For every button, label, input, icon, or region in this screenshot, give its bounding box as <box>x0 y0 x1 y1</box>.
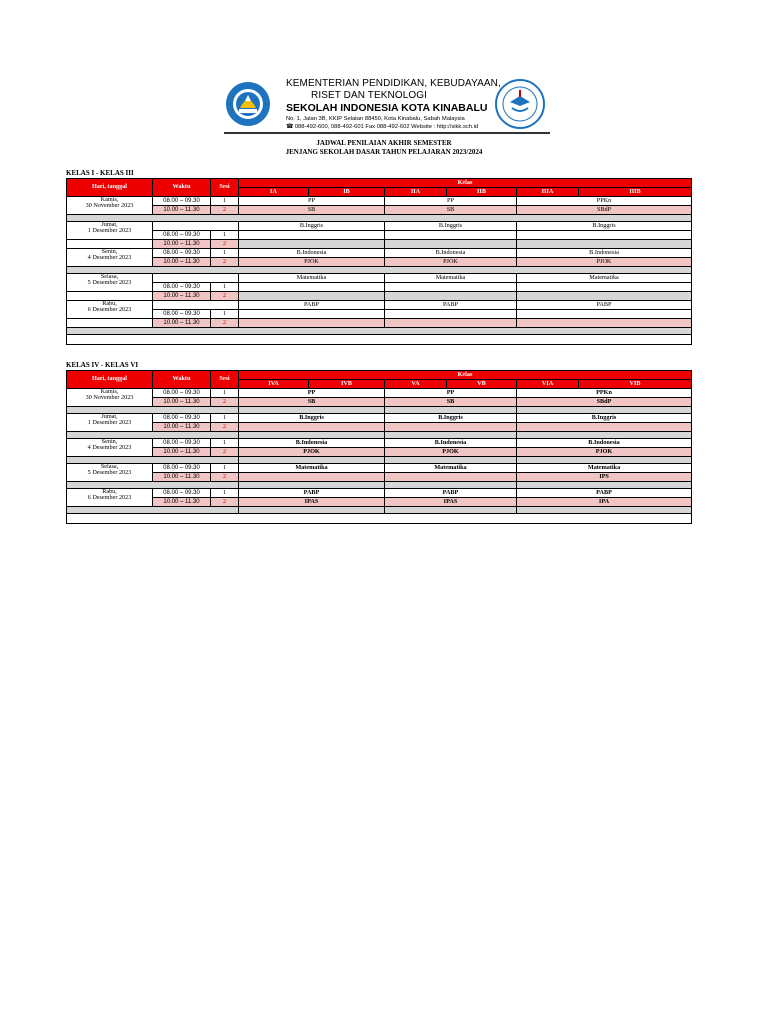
subject-cell: Matematika <box>517 464 692 473</box>
session-cell: 2 <box>211 473 239 482</box>
subject-cell <box>239 310 385 319</box>
subject-cell: Matematika <box>385 274 517 283</box>
class-header: VIB <box>579 380 692 389</box>
session-cell: 2 <box>211 448 239 457</box>
table-row <box>67 473 692 482</box>
class-header: IB <box>309 188 385 197</box>
time-cell: 10.00 – 11.30 <box>153 240 211 249</box>
header-session: Sesi <box>211 371 239 389</box>
subject-cell <box>239 283 385 292</box>
time-cell: 08.00 – 09.30 <box>153 414 211 423</box>
subject-cell: B.Indonesia <box>385 249 517 258</box>
date-cell <box>67 389 153 407</box>
session-cell: 1 <box>211 439 239 448</box>
table-row <box>67 389 692 398</box>
subject-cell: PJOK <box>239 258 385 267</box>
time-cell: 08.00 – 09.30 <box>153 249 211 258</box>
header-time: Waktu <box>153 179 211 197</box>
subject-cell: B.Inggris <box>517 414 692 423</box>
session-cell: 2 <box>211 319 239 328</box>
class-header: IIA <box>385 188 447 197</box>
spacer-cell <box>67 507 239 514</box>
day-name: Selasa, <box>100 273 119 280</box>
time-cell: 10.00 – 11.30 <box>153 319 211 328</box>
subject-cell: PABP <box>517 301 692 310</box>
subject-cell: Matematika <box>239 464 385 473</box>
subject-cell <box>385 292 517 301</box>
subject-cell <box>385 319 517 328</box>
subject-cell <box>517 310 692 319</box>
letterhead-divider <box>224 132 550 134</box>
spacer-row <box>67 507 692 514</box>
end-row <box>67 514 692 524</box>
subject-cell <box>239 319 385 328</box>
header-session: Sesi <box>211 179 239 197</box>
subject-cell: B.Indonesia <box>517 439 692 448</box>
subject-cell: PJOK <box>517 258 692 267</box>
spacer-cell <box>67 267 692 274</box>
table-row <box>67 258 692 267</box>
table-row <box>67 398 692 407</box>
subject-cell <box>385 231 517 240</box>
class-header: VIA <box>517 380 579 389</box>
spacer-row <box>67 328 692 335</box>
session-cell: 1 <box>211 283 239 292</box>
schedule-table-1 <box>66 178 692 345</box>
table1-header-row1 <box>67 179 692 188</box>
subject-cell: PABP <box>385 489 517 498</box>
table-row <box>67 249 692 258</box>
letterhead-text <box>286 78 501 131</box>
session-cell: 1 <box>211 310 239 319</box>
time-cell: 08.00 – 09.30 <box>153 310 211 319</box>
time-cell: 08.00 – 09.30 <box>153 231 211 240</box>
session-cell: 1 <box>211 489 239 498</box>
subject-cell <box>517 283 692 292</box>
spacer-cell <box>67 432 239 439</box>
subject-cell <box>385 310 517 319</box>
subject-cell: PABP <box>385 301 517 310</box>
header-time: Waktu <box>153 371 211 389</box>
time-cell: 10.00 – 11.30 <box>153 423 211 432</box>
subject-cell: IPAS <box>385 498 517 507</box>
tut-wuri-handayani-logo-icon <box>224 80 272 128</box>
subject-cell: PABP <box>239 489 385 498</box>
subject-cell: PJOK <box>385 258 517 267</box>
subject-cell: IPA <box>517 498 692 507</box>
empty-cell <box>153 301 239 310</box>
table-row <box>67 301 692 310</box>
ministry-name-line2: RISET DAN TEKNOLOGI <box>311 90 428 101</box>
date-cell <box>67 249 153 267</box>
subject-cell: B.Inggris <box>517 222 692 231</box>
spacer-cell <box>385 482 517 489</box>
subject-cell <box>517 292 692 301</box>
table-row <box>67 240 692 249</box>
date-value: 6 Desember 2023 <box>87 494 132 502</box>
spacer-cell <box>239 457 385 464</box>
time-cell: 08.00 – 09.30 <box>153 464 211 473</box>
day-name: Kamis, <box>100 196 119 203</box>
subject-cell: PJOK <box>517 448 692 457</box>
spacer-cell <box>517 507 692 514</box>
spacer-cell <box>67 407 239 414</box>
subject-cell: B.Indonesia <box>517 249 692 258</box>
subject-cell: SBdP <box>517 398 692 407</box>
subject-cell: PP <box>239 389 385 398</box>
date-value: 4 Desember 2023 <box>87 444 132 452</box>
session-cell: 2 <box>211 398 239 407</box>
date-cell <box>67 222 153 240</box>
day-name: Senin, <box>101 248 118 255</box>
subject-cell: PABP <box>517 489 692 498</box>
date-cell <box>67 301 153 319</box>
time-cell: 08.00 – 09.30 <box>153 439 211 448</box>
class-header: IVB <box>309 380 385 389</box>
spacer-cell <box>385 407 517 414</box>
day-name: Rabu, <box>102 488 117 495</box>
table2-label: KELAS IV - KELAS VI <box>66 361 139 369</box>
class-header: VA <box>385 380 447 389</box>
header-kelas: Kelas <box>239 371 692 380</box>
empty-cell <box>153 222 239 231</box>
session-cell: 1 <box>211 389 239 398</box>
session-cell: 2 <box>211 423 239 432</box>
date-cell <box>67 489 153 507</box>
table-row <box>67 464 692 473</box>
time-cell: 08.00 – 09.30 <box>153 389 211 398</box>
table-row <box>67 283 692 292</box>
subject-cell: SB <box>239 398 385 407</box>
time-cell: 10.00 – 11.30 <box>153 206 211 215</box>
subject-cell <box>239 292 385 301</box>
session-cell: 1 <box>211 464 239 473</box>
spacer-cell <box>239 482 385 489</box>
day-name: Rabu, <box>102 300 117 307</box>
spacer-cell <box>239 407 385 414</box>
spacer-row <box>67 267 692 274</box>
date-value: 30 November 2023 <box>85 202 134 210</box>
table-row <box>67 222 692 231</box>
spacer-row <box>67 215 692 222</box>
date-cell <box>67 464 153 482</box>
table-row <box>67 498 692 507</box>
spacer-cell <box>67 215 692 222</box>
time-cell: 10.00 – 11.30 <box>153 258 211 267</box>
subject-cell: IPS <box>517 473 692 482</box>
empty-cell <box>67 319 153 328</box>
time-cell: 08.00 – 09.30 <box>153 489 211 498</box>
spacer-row <box>67 407 692 414</box>
date-value: 1 Desember 2023 <box>87 419 132 427</box>
date-value: 6 Desember 2023 <box>87 306 132 314</box>
time-cell: 10.00 – 11.30 <box>153 473 211 482</box>
subject-cell <box>517 319 692 328</box>
spacer-cell <box>67 482 239 489</box>
end-cell <box>67 335 692 345</box>
subject-cell: B.Inggris <box>239 414 385 423</box>
subject-cell: PP <box>239 197 385 206</box>
spacer-cell <box>385 432 517 439</box>
session-cell: 1 <box>211 197 239 206</box>
spacer-cell <box>239 507 385 514</box>
header-kelas: Kelas <box>239 179 692 188</box>
table-row <box>67 423 692 432</box>
subject-cell <box>385 473 517 482</box>
subject-cell: PP <box>385 389 517 398</box>
header-date: Hari, tanggal <box>67 371 153 389</box>
table-row <box>67 489 692 498</box>
day-name: Senin, <box>101 438 118 445</box>
subject-cell <box>385 240 517 249</box>
date-cell <box>67 274 153 292</box>
date-cell <box>67 439 153 457</box>
school-address: No. 1, Jalan 3B, KKIP Selatan 88450, Kota Kinabalu, Sabah Malaysia <box>286 116 465 122</box>
spacer-row <box>67 457 692 464</box>
time-cell: 10.00 – 11.30 <box>153 448 211 457</box>
spacer-cell <box>67 457 239 464</box>
class-header: IIIA <box>517 188 579 197</box>
date-value: 30 November 2023 <box>85 394 134 402</box>
subject-cell: B.Inggris <box>239 222 385 231</box>
ministry-name-line1: KEMENTERIAN PENDIDIKAN, KEBUDAYAAN, <box>286 78 501 89</box>
session-cell: 2 <box>211 258 239 267</box>
session-cell: 1 <box>211 231 239 240</box>
subject-cell <box>239 423 385 432</box>
subject-cell: SB <box>239 206 385 215</box>
doc-title-line1: JADWAL PENILAIAN AKHIR SEMESTER <box>316 139 452 147</box>
subject-cell: PJOK <box>239 448 385 457</box>
session-cell: 1 <box>211 414 239 423</box>
date-value: 1 Desember 2023 <box>87 227 132 235</box>
time-cell: 10.00 – 11.30 <box>153 292 211 301</box>
subject-cell <box>239 473 385 482</box>
subject-cell <box>385 423 517 432</box>
spacer-cell <box>517 482 692 489</box>
subject-cell <box>239 240 385 249</box>
spacer-cell <box>239 432 385 439</box>
subject-cell: SB <box>385 398 517 407</box>
subject-cell: PJOK <box>385 448 517 457</box>
table-row <box>67 414 692 423</box>
spacer-cell <box>385 457 517 464</box>
date-cell <box>67 197 153 215</box>
subject-cell <box>239 231 385 240</box>
subject-cell: B.Inggris <box>385 414 517 423</box>
end-cell <box>67 514 692 524</box>
subject-cell: PABP <box>239 301 385 310</box>
subject-cell: B.Indonesia <box>385 439 517 448</box>
subject-cell: SB <box>385 206 517 215</box>
subject-cell: B.Indonesia <box>239 439 385 448</box>
empty-cell <box>67 240 153 249</box>
subject-cell <box>517 240 692 249</box>
class-header: VB <box>447 380 517 389</box>
session-cell: 2 <box>211 240 239 249</box>
subject-cell <box>517 423 692 432</box>
table-row <box>67 231 692 240</box>
table2-header-row1 <box>67 371 692 380</box>
subject-cell: B.Indonesia <box>239 249 385 258</box>
date-value: 4 Desember 2023 <box>87 254 132 262</box>
subject-cell: Matematika <box>517 274 692 283</box>
subject-cell: Matematika <box>385 464 517 473</box>
subject-cell: SBdP <box>517 206 692 215</box>
spacer-cell <box>517 407 692 414</box>
spacer-row <box>67 482 692 489</box>
subject-cell: PP <box>385 197 517 206</box>
time-cell: 10.00 – 11.30 <box>153 498 211 507</box>
table-row <box>67 310 692 319</box>
table-row <box>67 274 692 283</box>
table1-label: KELAS I - KELAS III <box>66 169 134 177</box>
empty-cell <box>67 292 153 301</box>
day-name: Jumat, <box>101 221 118 228</box>
class-header: IVA <box>239 380 309 389</box>
schedule-table-2 <box>66 370 692 524</box>
table-row <box>67 197 692 206</box>
school-contact: ☎ 088-492-600, 088-492-601 Fax 088-492-602 Website : http://sikk.sch.id <box>286 124 479 130</box>
spacer-cell <box>517 432 692 439</box>
subject-cell: PPKn <box>517 197 692 206</box>
spacer-cell <box>67 328 692 335</box>
letterhead <box>224 78 550 132</box>
date-cell <box>67 414 153 432</box>
day-name: Kamis, <box>100 388 119 395</box>
spacer-cell <box>385 507 517 514</box>
end-row <box>67 335 692 345</box>
time-cell: 08.00 – 09.30 <box>153 283 211 292</box>
subject-cell: Matematika <box>239 274 385 283</box>
table-row <box>67 439 692 448</box>
subject-cell: IPAS <box>239 498 385 507</box>
day-name: Selasa, <box>100 463 119 470</box>
session-cell: 2 <box>211 498 239 507</box>
doc-title-line2: JENJANG SEKOLAH DASAR TAHUN PELAJARAN 2023/2024 <box>285 148 483 156</box>
subject-cell: B.Inggris <box>385 222 517 231</box>
table-row <box>67 319 692 328</box>
table-row <box>67 206 692 215</box>
spacer-cell <box>517 457 692 464</box>
session-cell: 2 <box>211 292 239 301</box>
day-name: Jumat, <box>101 413 118 420</box>
date-value: 5 Desember 2023 <box>87 279 132 287</box>
empty-cell <box>153 274 239 283</box>
class-header: IIIB <box>579 188 692 197</box>
class-header: IIB <box>447 188 517 197</box>
table-row <box>67 292 692 301</box>
session-cell: 1 <box>211 249 239 258</box>
subject-cell <box>517 231 692 240</box>
school-name: SEKOLAH INDONESIA KOTA KINABALU <box>286 102 488 114</box>
class-header: IA <box>239 188 309 197</box>
date-value: 5 Desember 2023 <box>87 469 132 477</box>
school-emblem-icon <box>492 78 548 130</box>
table-row <box>67 448 692 457</box>
subject-cell: PPKn <box>517 389 692 398</box>
time-cell: 08.00 – 09.30 <box>153 197 211 206</box>
session-cell: 2 <box>211 206 239 215</box>
subject-cell <box>385 283 517 292</box>
spacer-row <box>67 432 692 439</box>
time-cell: 10.00 – 11.30 <box>153 398 211 407</box>
header-date: Hari, tanggal <box>67 179 153 197</box>
